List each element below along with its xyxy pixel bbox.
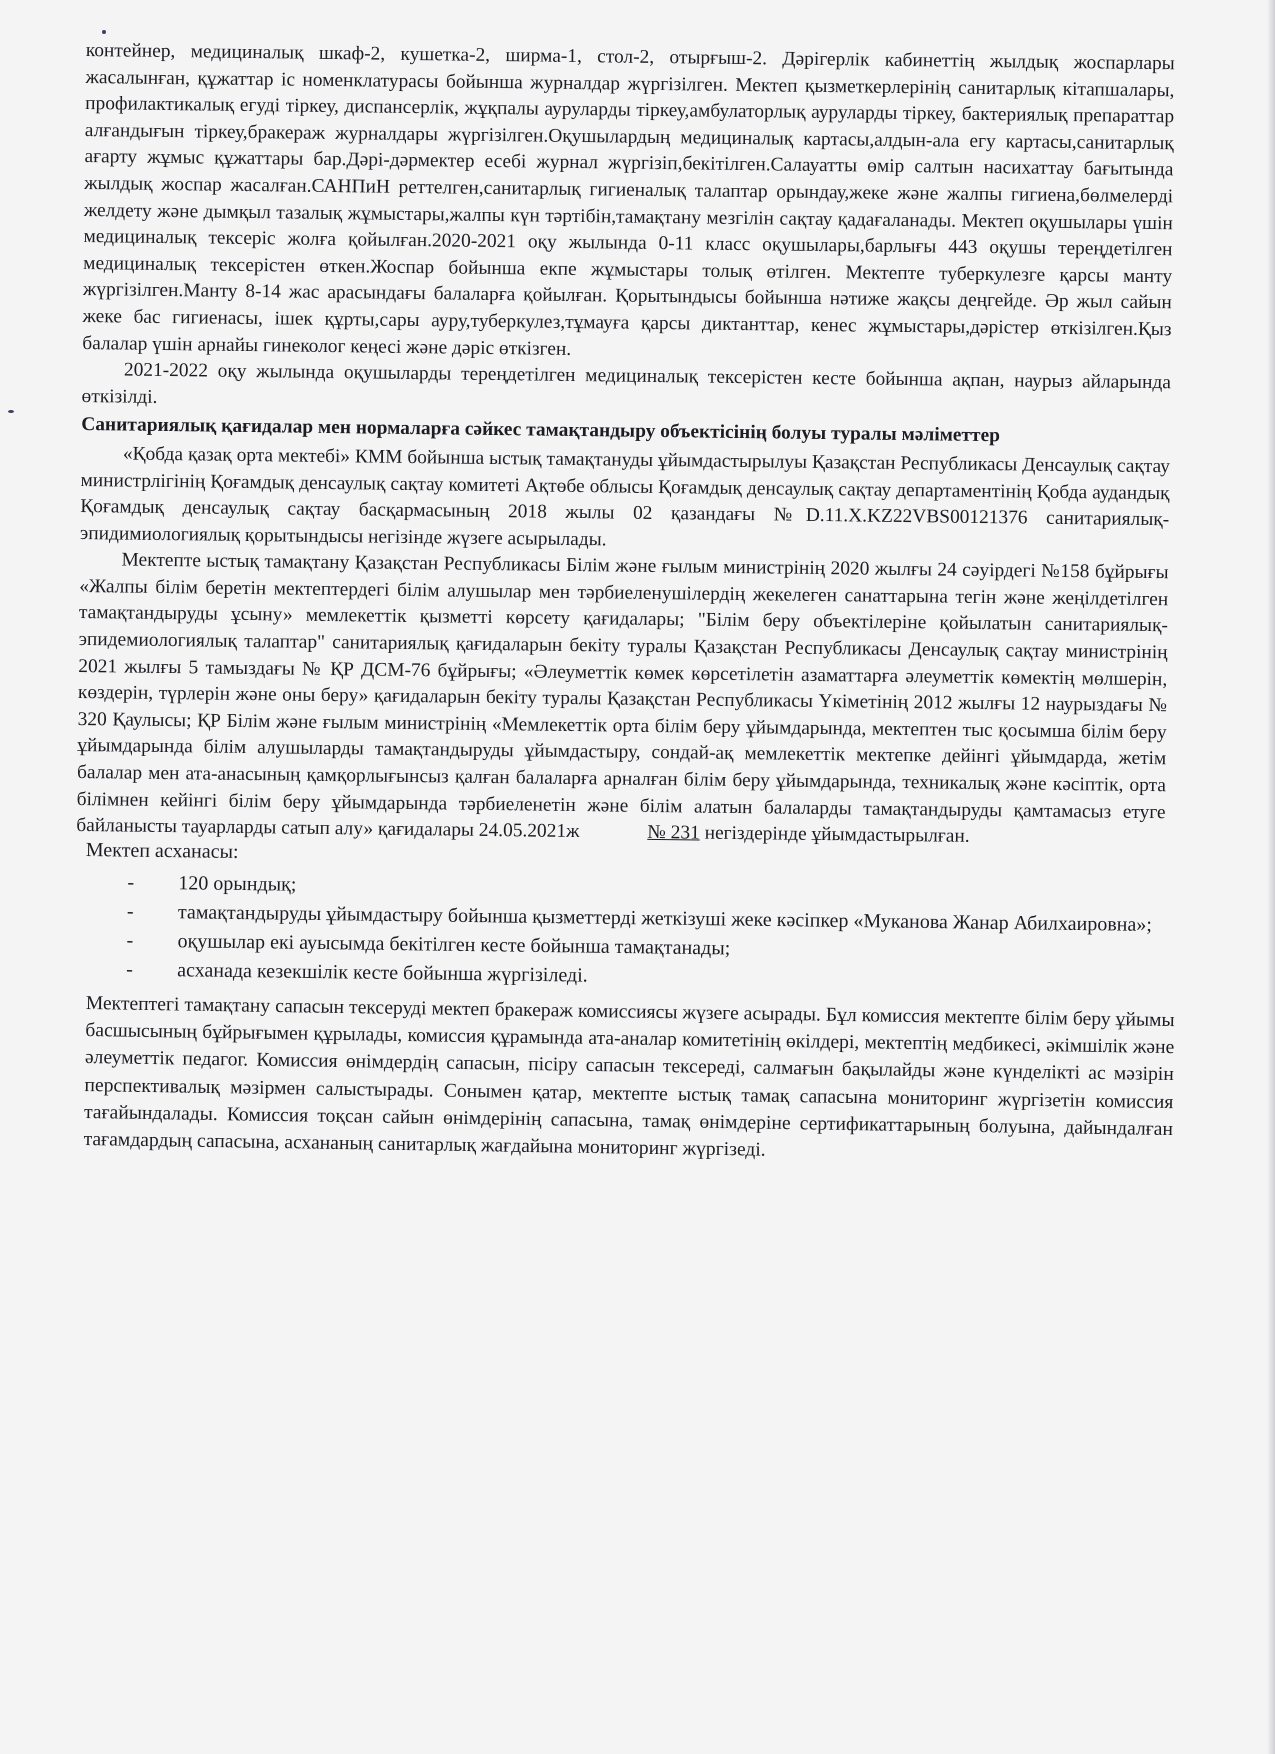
legal-paragraph [76, 547, 1168, 853]
ink-speck [8, 410, 14, 413]
document-body [76, 38, 1175, 853]
list-item: - 120 орындық; [127, 868, 1174, 911]
intro-paragraph: контейнер, медициналық шкаф-2, кушетка-2, ширма-1, стол-2, отырғыш-2. Дәрігерлік кабинеттің жылдық жоспарлары жасалынған, құжаттар іс номенклатурасы бойынша журналдар жүргізілген. Мектеп қызметкерлерінің санитарлық кітапшалары, профилактикалық егуді тіркеу, диспансерлік, жұқпалы ауруларды тіркеу,амбулаторлық ауруларды тіркеу, бактериялық препараттар алғандығын тіркеу,бракераж журналдары жүргізілген.Оқушылардың медициналық картасы,алдын-ала егу картасы,санитарлық ағарту жұмыс құжаттары бар.Дәрі-дәрмектер есебі журнал жүргізіп,бекітілген.Салауатты өмір салтын насихаттау бағытында жылдық жоспар жасалған.САНПиН реттелген,санитарлық гигиеналық талаптар орындау,жеке және жалпы гигиена,бөлмелерді желдету және дымқыл тазалық жұмыстары,жалпы күн тәртібін,тамақтану мезгілін сақтау қадағаланады. Мектеп оқушылары үшін медициналық тексеріс жолға қойылған.2020-2021 оқу жылында 0-11 класс оқушылары,барлығы 443 оқушы тереңдетілген медициналық тексерістен өткен.Жоспар бойынша екпе жұмыстары толық өтілген. Мектепте туберкулезге қарсы манту жүргізілген.Манту 8-14 жас арасындағы балаларға қойылған. Қорытындысы бойынша нәтиже жақсы деңгейде. Әр жыл сайын жеке бас гигиенасы, ішек құрты,сары ауру,туберкулез,тұмауға қарсы диктанттар, кенес жұмыстары,дәрістер өткізілген.Қыз балалар үшін арнайы гинеколог кеңесі және дәріс өткізген. [82, 39, 1175, 360]
canteen-list-wrap [84, 868, 1174, 998]
canteen-section [84, 836, 1175, 998]
section-heading: Санитариялық қағидалар мен нормаларға сәйкес тамақтандыру объектісінің болуы туралы мәліметтер [81, 414, 1001, 447]
list-item: - оқушылар екі ауысымда бекітілген кесте бойынша тамақтанады; [126, 926, 1173, 969]
commission-section [83, 990, 1174, 1170]
commission-paragraph: Мектептегі тамақтану сапасын тексеруді мектеп бракераж комиссиясы жүзеге асырады. Бұл комиссия мектепте білім беру ұйымы басшысының бұйрығымен құрылады, комиссия құрамында ата-аналар комитетінің өкілдері, мектептің медбикесі, әкімшілік және әлеуметтік педагог. Комиссия өнімдердің сапасын, пісіру сапасын тексереді, салмағын бақылайды және күнделікті ас мәзірін перспективалық мәзірмен салыстырады. Сонымен қатар, мектепте ыстық тамақ сапасына мониторинг жүргізетін комиссия тағайындалады. Комиссия тоқсан сайын өнімдерінің сапасына, тамақ өнімдеріне сертификаттарының болуына, дайындалған тағамдардың сапасына, асхананың санитарлық жағдайына мониторинг жүргізеді. [83, 992, 1175, 1161]
legal-text: Мектепте ыстық тамақтану Қазақстан Республикасы Білім және ғылым министрінің 2020 жылғы 24 сәуірдегі №158 бұйрығы «Жалпы білім беретін мектептердегі білім алушылар мен тәрбиеленушілердің жекелеген санаттарына тегін және жеңілдетілген тамақтандыруды ұсыну» мемлекеттік қызметті көрсету қағидалары; "Білім беру объектілеріне қойылатын санитариялық-эпидемиологиялық талаптар" санитариялық қағидаларын бекіту туралы Қазақстан Республикасы Денсаулық сақтау министрінің 2021 жылғы 5 тамыздағы № ҚР ДСМ-76 бұйрығы; «Әлеуметтік көмек көрсетілетін азаматтарға әлеуметтік көмектің мөлшерін, көздерін, түрлерін және оны беру» қағидаларын бекіту туралы Қазақстан Республикасы Үкіметінің 2012 жылғы 12 наурыздағы № 320 Қаулысы; ҚР Білім және ғылым министрінің «Мемлекеттік орта білім беру ұйымдарында, мектептен тыс қосымша білім беру ұйымдарында білім алушыларды тамақтандыруды ұйымдастыру, сондай-ақ мемлекеттік мектепке дейінгі ұйымдарда, жетім балалар мен ата-анасының қамқорлығынсыз қалған балаларға арналған білім беру ұйымдарында, техникалық және кәсіптік, орта білімнен кейінгі білім беру ұйымдарында тәрбиеленетін және білім алатын балаларды тамақтандыруды қамтамасыз етуге байланысты тауарларды сатып алу» қағидалары 24.05.2021ж [76, 549, 1169, 843]
canteen-list [126, 868, 1174, 998]
list-item: - тамақтандыруды ұйымдастыру бойынша қызметтерді жеткізуші жеке кәсіпкер «Муканова Жанар Абилхаировна»; [127, 897, 1174, 940]
legal-tail: негіздерінде ұйымдастырылған. [704, 822, 970, 848]
legal-number: № 231 [647, 822, 700, 844]
list-item: - асханада кезекшілік кесте бойынша жүргізіледі. [126, 955, 1173, 998]
canteen-label: Мектеп асханасы: [85, 838, 239, 863]
exam-paragraph: 2021-2022 оқу жылында оқушыларды тереңдетілген медициналық тексерістен кесте бойынша ақпан, наурыз айларында өткізілді. [81, 359, 1171, 408]
basis-paragraph: «Қобда қазақ орта мектебі» КММ бойынша ыстық тамақтануды ұйымдастырылуы Қазақстан Республикасы Денсаулық сақтау министрлігінің Қоғамдық денсаулық сақтау комитеті Ақтөбе облысы Қоғамдық денсаулық сақтау департаментінің Қобда аудандық Қоғамдық денсаулық сақтау басқармасының 2018 жылы 02 қазандағы №D.11.X.KZ22VBS00121376 санитариялық-эпидимиологиялық қорытындысы негізінде жүзеге асырылады. [79, 443, 1170, 551]
ink-speck [102, 30, 106, 34]
